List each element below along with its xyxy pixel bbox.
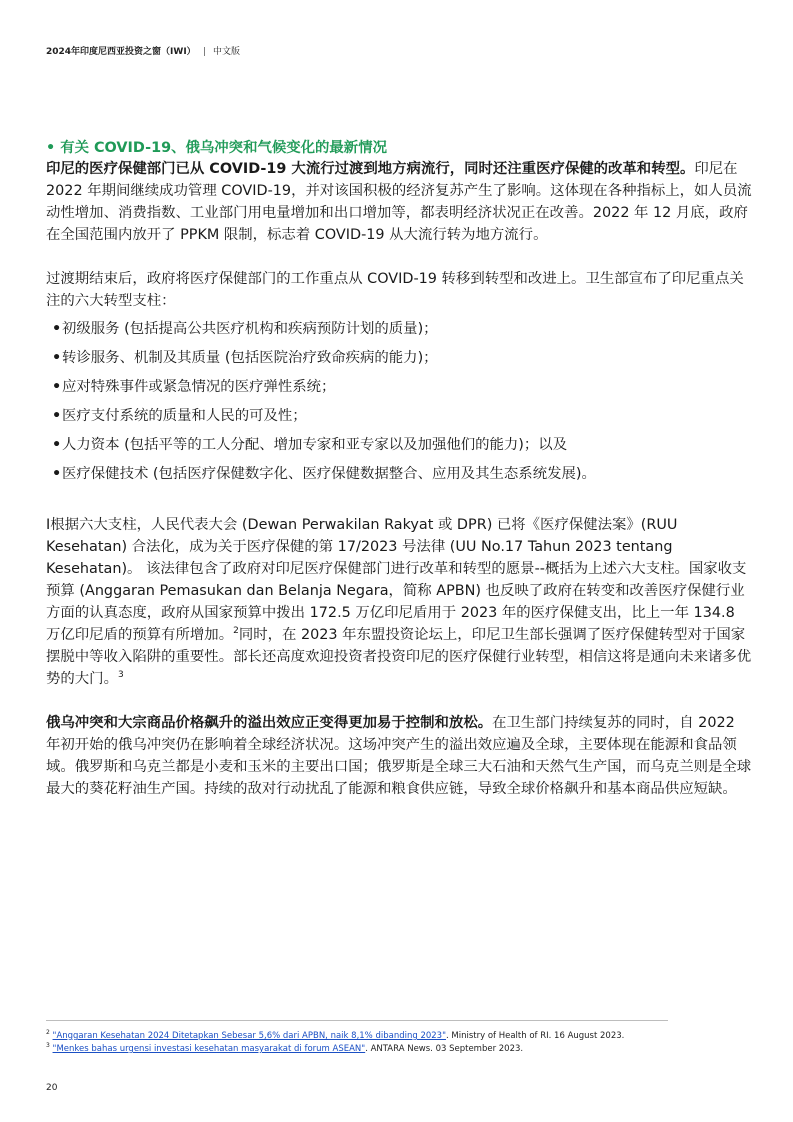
paragraph-lead-bold: 俄乌冲突和大宗商品价格飙升的溢出效应正变得更加易于控制和放松。 — [46, 715, 493, 731]
list-item — [46, 318, 752, 340]
paragraph-body: 印尼在 2022 年期间继续成功管理 COVID-19，并对该国积极的经济复苏产生了影响。这体现在各种指标上，如人员流动性增加、消费指数、工业部门用电量增加和出口增加等，都表明经济状况正在改善。2022 年 12 月底，政府在全国范围内放开了 PPKM 限制，标志着 COVID-19 从大流行转为地方流行。 — [46, 161, 752, 243]
list-item — [46, 405, 752, 427]
header-separator: | — [202, 47, 206, 57]
paragraph-covid-transition — [46, 158, 752, 246]
bullet-icon: • — [52, 466, 62, 482]
bullet-icon: • — [52, 350, 62, 366]
paragraph-body: 在卫生部门持续复苏的同时，自 2022 年初开始的俄乌冲突仍在影响着全球经济状况。这场冲突产生的溢出效应遍及全球，主要体现在能源和食品领域。俄罗斯和乌克兰都是小麦和玉米的主要出口国；俄罗斯是全球三大石油和天然气生产国，而乌克兰则是全球最大的葵花籽油生产国。持续的敌对行动扰乱了能源和粮食供应链，导致全球价格飙升和基本商品供应短缺。 — [46, 715, 752, 797]
paragraph-lead-bold: 印尼的医疗保健部门已从 COVID-19 大流行过渡到地方病流行，同时还注重医疗保健的改革和转型。 — [46, 161, 695, 177]
header-language: 中文版 — [213, 47, 241, 57]
paragraph-body-cont: 同时，在 2023 年东盟投资论坛上，印尼卫生部长强调了医疗保健转型对于国家摆脱中等收入陷阱的重要性。部长还高度欢迎投资者投资印尼的医疗保健行业转型，相信这将是通向未来诸多优势的大门。 — [46, 627, 752, 687]
list-item — [46, 463, 752, 485]
footnote-source: . Ministry of Health of RI. 16 August 2023. — [446, 1031, 625, 1041]
list-item-text: 初级服务 (包括提高公共医疗机构和疾病预防计划的质量)； — [62, 321, 438, 337]
footnote-marker: 3 — [46, 1042, 50, 1050]
page-header — [46, 44, 240, 57]
paragraph-health-law — [46, 514, 752, 690]
section-title: • 有关 COVID-19、俄乌冲突和气候变化的最新情况 — [46, 140, 387, 156]
footnotes — [46, 1030, 752, 1056]
paragraph-transformation-intro: 过渡期结束后，政府将医疗保健部门的工作重点从 COVID-19 转移到转型和改进上。卫生部宣布了印尼重点关注的六大转型支柱： — [46, 271, 744, 309]
bullet-icon: • — [52, 321, 62, 337]
list-item-text: 人力资本 (包括平等的工人分配、增加专家和亚专家以及加强他们的能力)；以及 — [62, 437, 568, 453]
paragraph-russia-ukraine — [46, 712, 752, 800]
paragraph-body: I根据六大支柱，人民代表大会 (Dewan Perwakilan Rakyat 或 DPR) 已将《医疗保健法案》(RUU Kesehatan) 合法化，成为关于医疗保健的第 17/2023 号法律 (UU No.17 Tahun 2023 tentang Kesehatan)。 该法律包含了政府对印尼医疗保健部门进行改革和转型的愿景--概括为上述六大支柱。国家收支预算 (Anggaran Pemasukan dan Belanja Negara，简称 APBN) 也反映了政府在转变和改善医疗保健行业方面的认真态度，政府从国家预算中拨出 172.5 万亿印尼盾用于 2023 年的医疗保健支出，比上一年 134.8 万亿印尼盾的预算有所增加。 — [46, 517, 747, 643]
page-number: 20 — [46, 1083, 58, 1093]
main-content — [46, 138, 752, 800]
footnote-divider — [46, 1020, 668, 1021]
footnote-3 — [46, 1043, 752, 1056]
footnote-source: . ANTARA News. 03 September 2023. — [365, 1044, 524, 1054]
bullet-icon: • — [52, 437, 62, 453]
list-item — [46, 434, 752, 456]
footnote-2 — [46, 1030, 752, 1043]
list-item-text: 医疗支付系统的质量和人民的可及性； — [62, 408, 307, 424]
footnote-ref-2[interactable]: 2 — [233, 626, 239, 637]
footnote-ref-3[interactable]: 3 — [117, 670, 124, 681]
list-item-text: 转诊服务、机制及其质量 (包括医院治疗致命疾病的能力)； — [62, 350, 438, 366]
header-title: 2024年印度尼西亚投资之窗（IWI） — [46, 47, 196, 57]
bullet-icon: • — [52, 408, 62, 424]
list-item-text: 应对特殊事件或紧急情况的医疗弹性系统； — [62, 379, 336, 395]
list-item-text: 医疗保健技术 (包括医疗保健数字化、医疗保健数据整合、应用及其生态系统发展)。 — [62, 466, 596, 482]
list-item — [46, 376, 752, 398]
footnote-marker: 2 — [46, 1029, 50, 1037]
list-item — [46, 347, 752, 369]
transformation-pillars-list — [46, 318, 752, 485]
bullet-icon: • — [52, 379, 62, 395]
footnote-link[interactable]: "Menkes bahas urgensi investasi kesehatan masyarakat di forum ASEAN" — [52, 1044, 366, 1054]
footnote-link[interactable]: "Anggaran Kesehatan 2024 Ditetapkan Sebesar 5,6% dari APBN, naik 8,1% dibanding 2023" — [52, 1031, 446, 1041]
